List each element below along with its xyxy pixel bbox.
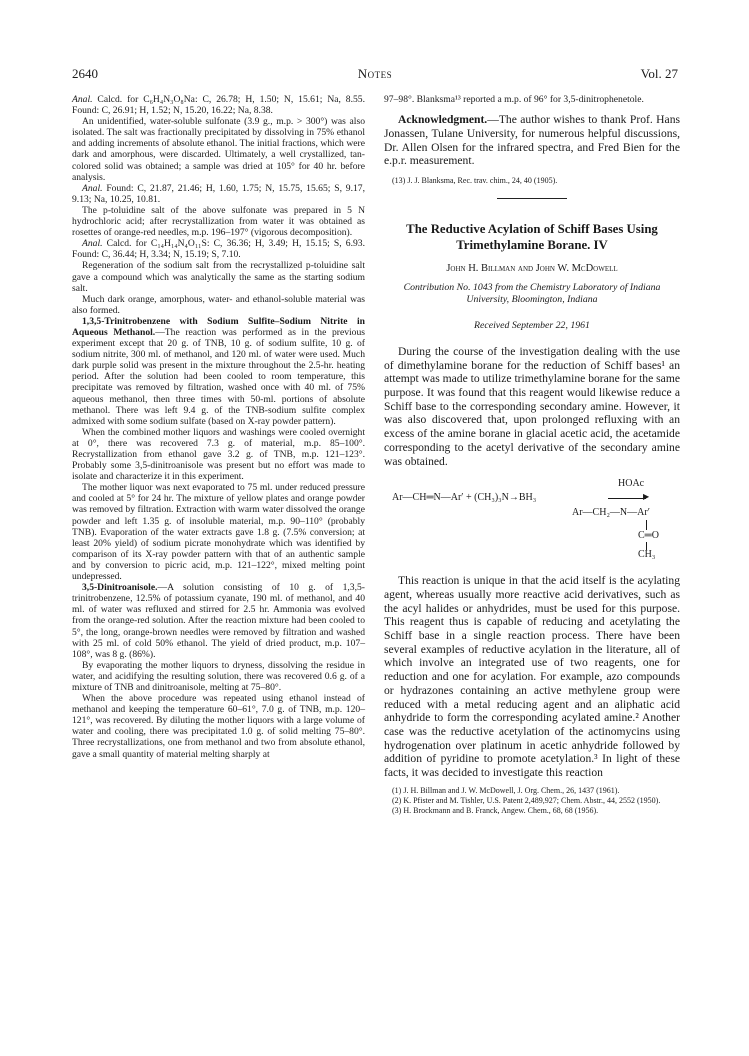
footnotes <box>384 786 680 816</box>
footnote: (1) J. H. Billman and J. W. McDowell, J. Org. Chem., 26, 1437 (1961). <box>392 785 620 795</box>
analysis-paragraph: Anal. Calcd. for C₆H₄N₃O₈Na: C, 26.78; H, 1.50; N, 15.61; Na, 8.55. Found: C, 26.91; H, 1.52; N, 15.20, 16.22; Na, 8.38. <box>72 94 365 117</box>
equation-product: Ar—CH₂—N—Ar′ <box>572 507 650 519</box>
body-paragraph: The p-toluidine salt of the above sulfonate was prepared in 5 N hydrochloric acid; after recrystallization from water it was obtained as rosettes of orange-red needles, m.p. 196–197° (vigorous decomposition). <box>72 204 365 239</box>
body-paragraph: When the combined mother liquors and washings were cooled overnight at 0°, there was recovered 7.3 g. of material, m.p. 85–100°. Recrystallization from ethanol gave 3.2 g. of TNB, m.p. 121–123°. Probably some 3,5-dinitroanisole was present but no effort was made to isolate and characterize it in this experiment. <box>72 426 365 483</box>
footnote: (2) K. Pfister and M. Tishler, U.S. Patent 2,489,927; Chem. Abstr., 44, 2552 (1950). <box>392 795 661 805</box>
equation-carbonyl: C═O <box>638 530 659 542</box>
body-paragraph: Much dark orange, amorphous, water- and ethanol-soluble material was also formed. <box>72 293 365 316</box>
volume-label: Vol. 27 <box>640 66 678 81</box>
body-paragraph: By evaporating the mother liquors to dryness, dissolving the residue in water, and acidifying the resulting solution, there was recovered 0.6 g. of a mixture of TNB and dinitroanisole, melting at 75–80°. <box>72 659 365 693</box>
received-date: Received September 22, 1961 <box>474 319 590 331</box>
section-title: Notes <box>357 66 393 81</box>
experiment-heading: 1,3,5-Trinitrobenzene with Sodium Sulfite–Sodium Nitrite in Aqueous Methanol. <box>72 315 365 338</box>
arrow-head-icon: ▶ <box>643 492 650 502</box>
intro-paragraph: During the course of the investigation dealing with the use of dimethylamine borane for the reduction of Schiff bases¹ an attempt was made to utilize trimethylamine borane for the same purpose. It was found that this reagent would likewise reduce a Schiff base to the corresponding secondary amine. However, it was also discovered that, upon prolonged refluxing with an excess of the amine borane in glacial acetic acid, the acetamide corresponding to the acetyl derivative of the secondary amine was obtained. <box>384 344 680 468</box>
footnote: (3) H. Brockmann and B. Franck, Angew. Chem., 68, 68 (1956). <box>392 805 599 815</box>
footnote-13: (13) J. J. Blanksma, Rec. trav. chim., 24, 40 (1905). <box>392 175 558 185</box>
page-number: 2640 <box>72 66 98 81</box>
equation-reactants: Ar—CH═N—Ar′ + (CH₃)₃N→BH₃ <box>392 492 537 504</box>
section-divider <box>497 198 567 199</box>
reaction-equation <box>384 476 680 562</box>
acknowledgment: Acknowledgment.—The author wishes to thank Prof. Hans Jonassen, Tulane University, for numerous helpful discussions, Dr. Allen Olsen for the infrared spectra, and Fred Bien for the e.p.r. measurement. <box>384 113 680 168</box>
equation-methyl: CH₃ <box>638 549 656 561</box>
reaction-arrow <box>608 498 646 499</box>
body-paragraph: The mother liquor was next evaporated to 75 ml. under reduced pressure and cooled at 5° for 24 hr. The mixture of yellow plates and orange powder was removed by filtration. Extraction with warm water dissolved the orange powder and left 1.35 g. of insoluble material, m.p. 90–110° (probably TNB). Evaporation of the water extracts gave 1.8 g. (7.5% conversion; at least 20% yield) of sodium picrate monohydrate which was identified by comparison of its X-ray powder pattern with that of an authentic sample and by conversion to picric acid, m.p. 121–122°, mixed melting point undepressed. <box>72 482 365 583</box>
body-paragraph: When the above procedure was repeated using ethanol instead of methanol and keeping the temperature 60–61°, 7.0 g. of TNB, m.p. 120–121°, was recovered. By diluting the mother liquors with a large volume of water and cooling, there was precipitated 1.0 g. of solid melting 75–80°. Three recrystallizations, one from methanol and two from absolute ethanol, gave a small quantity of material melting sharply at <box>72 693 365 760</box>
page-header <box>72 66 678 84</box>
equation-reagent: HOAc <box>618 478 645 490</box>
body-paragraph: Regeneration of the sodium salt from the recrystallized p-toluidine salt gave a compound which was analytically the same as the starting sodium salt. <box>72 260 365 294</box>
experiment-heading: 3,5-Dinitroanisole. <box>82 582 158 594</box>
analysis-paragraph: Anal. Calcd. for C₁₄H₁₄N₄O₁₁S: C, 36.36; H, 3.49; H, 15.15; S, 6.93. Found: C, 36.44; H, 3.34; N, 15.19; S, 7.10. <box>72 238 365 261</box>
acknowledgment-heading: Acknowledgment. <box>398 113 488 127</box>
experiment-paragraph: 1,3,5-Trinitrobenzene with Sodium Sulfite–Sodium Nitrite in Aqueous Methanol.—The reaction was performed as in the previous experiment except that 20 g. of TNB, 10 g. of sodium sulfite, 10 g. of sodium nitrite, 300 ml. of methanol, and 120 ml. of water were used. Much dark purple solid was present in the mixture throughout the 2.5-hr. heating period. After the solution had been cooled to room temperature, this precipitate was removed by filtration, washed once with 40 ml. of 75% aqueous methanol, then three times with 50-ml. portions of absolute methanol. There was left 9.4 g. of the TNB-sodium sulfite complex admixed with some sodium sulfate (based on X-ray powder pattern). <box>72 315 365 427</box>
body-paragraph: An unidentified, water-soluble sulfonate (3.9 g., m.p. > 300°) was also isolated. The salt was fractionally precipitated by dissolving in 75% ethanol and adding increments of absolute ethanol. The initial fractions, which were dark and amorphous, were discarded. Ultimately, a well crystallized, tan-colored solid was obtained; a sample was dried at 105° for 40 hr. before analysis. <box>72 116 365 183</box>
bond-line <box>646 520 647 530</box>
left-column <box>72 94 365 760</box>
article-authors: John H. Billman and John W. McDowell <box>446 262 618 274</box>
contribution-line: Contribution No. 1043 from the Chemistry Laboratory of Indiana University, Bloomington, Indiana <box>403 281 661 305</box>
continuation-text: 97–98°. Blanksma¹³ reported a m.p. of 96° for 3,5-dinitrophenetole. <box>384 94 644 105</box>
right-column <box>384 94 680 816</box>
experiment-paragraph: 3,5-Dinitroanisole.—A solution consisting of 10 g. of 1,3,5-trinitrobenzene, 12.5% of potassium cyanate, 190 ml. of methanol, and 40 ml. of water was refluxed and stirred for 2.5 hr. Ammonia was evolved from the orange-red solution. After the reaction mixture had been cooled to 5°, the long, orange-brown needles were removed by filtration and washed with 25 ml. of cold 50% ethanol. The yield of dried product, m.p. 107–108°, was 8 g. (86%). <box>72 582 365 660</box>
discussion-paragraph: This reaction is unique in that the acid itself is the acylating agent, whereas usually more reactive acid derivatives, such as the acyl halides or anhydrides, must be used for this purpose. This reagent thus is capable of reducing and acetylating the Schiff base in a single reaction process. There have been several examples of reductive acylation in the literature, all of which involve an integrated use of two reagents, one for reduction and one for acylation. For example, azo compounds or hydrazones containing an active methylene group were reduced with a metal reducing agent and an aliphatic acid anhydride to form the corresponding acylated amine.² Another case was the reductive acetylation of the actinomycins using hydrogenation over platinum in acetic anhydride followed by addition of pyridine to promote acetylation.³ In light of these facts, it was decided to investigate this reaction <box>384 574 680 780</box>
analysis-paragraph: Anal. Found: C, 21.87, 21.46; H, 1.60, 1.75; N, 15.75, 15.65; S, 9.17, 9.13; Na, 10.25, 10.81. <box>72 182 365 205</box>
article-title: The Reductive Acylation of Schiff Bases Using Trimethylamine Borane. IV <box>406 221 658 252</box>
